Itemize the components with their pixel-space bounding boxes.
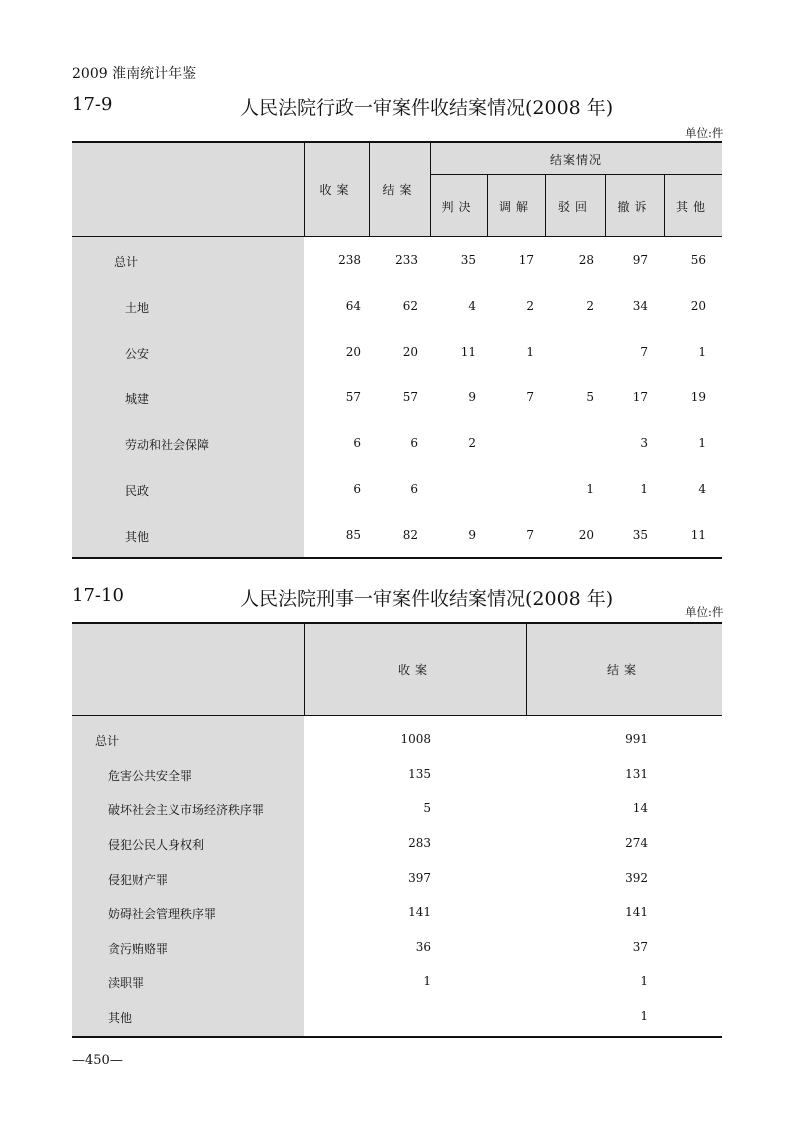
table-cell: 135 xyxy=(408,767,431,781)
table-cell: 62 xyxy=(402,299,418,313)
table-cell: 20 xyxy=(690,299,706,313)
table-cell: 5 xyxy=(586,390,594,404)
table-cell: 233 xyxy=(395,253,418,267)
group-rule xyxy=(430,174,722,175)
row-label: 其他 xyxy=(108,1011,133,1025)
table-cell: 1 xyxy=(586,482,594,496)
table-cell: 7 xyxy=(526,390,534,404)
table-cell: 2 xyxy=(526,299,534,313)
table-cell: 35 xyxy=(460,253,476,267)
column-header-other: 其他 xyxy=(675,200,710,214)
table-cell: 36 xyxy=(415,940,431,954)
table-cell: 9 xyxy=(468,390,476,404)
column-header-withdrawn: 撤诉 xyxy=(617,200,652,214)
top-rule xyxy=(72,622,722,624)
table-cell: 5 xyxy=(423,801,431,815)
table-cell: 6 xyxy=(353,436,361,450)
table-cell: 14 xyxy=(632,801,648,815)
page-number: —450— xyxy=(72,1053,123,1068)
label-column-shade xyxy=(72,716,304,1036)
row-label: 总计 xyxy=(114,255,139,269)
table-cell: 1 xyxy=(640,974,648,988)
column-header-judgment: 判决 xyxy=(441,200,476,214)
bottom-rule xyxy=(72,557,722,559)
row-label: 总计 xyxy=(95,734,120,748)
table-cell: 97 xyxy=(632,253,648,267)
row-label: 劳动和社会保障 xyxy=(125,438,210,452)
header-shade xyxy=(72,142,304,236)
table-cell: 1 xyxy=(526,345,534,359)
table-cell: 7 xyxy=(526,528,534,542)
table-number: 17-10 xyxy=(72,585,124,606)
unit-label: 单位:件 xyxy=(685,126,724,140)
table-title: 人民法院行政一审案件收结案情况(2008 年) xyxy=(240,97,614,119)
table-cell: 274 xyxy=(625,836,648,850)
row-label: 民政 xyxy=(125,484,150,498)
table-cell: 1 xyxy=(698,345,706,359)
table-cell: 17 xyxy=(518,253,534,267)
table-cell: 2 xyxy=(586,299,594,313)
table-cell: 28 xyxy=(578,253,594,267)
row-label: 侵犯财产罪 xyxy=(108,873,169,887)
header-shade xyxy=(72,623,304,715)
page-header: 2009 淮南统计年鉴 xyxy=(72,66,197,82)
table-cell: 397 xyxy=(408,871,431,885)
table-cell: 6 xyxy=(353,482,361,496)
column-header-received: 收案 xyxy=(319,183,354,197)
row-label: 贪污贿赂罪 xyxy=(108,942,169,956)
row-label: 破坏社会主义市场经济秩序罪 xyxy=(108,803,265,817)
table-cell: 1 xyxy=(640,482,648,496)
table-cell: 17 xyxy=(632,390,648,404)
table-cell: 20 xyxy=(402,345,418,359)
row-label: 妨碍社会管理秩序罪 xyxy=(108,907,217,921)
column-group-header: 结案情况 xyxy=(549,153,602,167)
table-cell: 34 xyxy=(632,299,648,313)
table-cell: 4 xyxy=(698,482,706,496)
top-rule xyxy=(72,141,722,143)
table-cell: 20 xyxy=(345,345,361,359)
table-cell: 4 xyxy=(468,299,476,313)
column-header-closed: 结案 xyxy=(606,663,641,677)
table-cell: 238 xyxy=(338,253,361,267)
table-cell: 19 xyxy=(690,390,706,404)
header-rule xyxy=(72,236,722,237)
table-cell: 6 xyxy=(410,482,418,496)
row-label: 渎职罪 xyxy=(108,976,145,990)
row-label: 其他 xyxy=(125,530,150,544)
table-cell: 9 xyxy=(468,528,476,542)
table-cell: 141 xyxy=(625,905,648,919)
row-label: 侵犯公民人身权利 xyxy=(108,838,205,852)
table-cell: 11 xyxy=(460,345,476,359)
column-header-received: 收案 xyxy=(397,663,432,677)
table-cell: 1008 xyxy=(400,732,431,746)
column-header-rejected: 驳回 xyxy=(557,200,592,214)
table-cell: 392 xyxy=(625,871,648,885)
table-cell: 57 xyxy=(402,390,418,404)
table-cell: 1 xyxy=(640,1009,648,1023)
bottom-rule xyxy=(72,1036,722,1038)
table-cell: 20 xyxy=(578,528,594,542)
table-cell: 82 xyxy=(402,528,418,542)
table-cell: 141 xyxy=(408,905,431,919)
row-label: 危害公共安全罪 xyxy=(108,769,193,783)
table-cell: 991 xyxy=(625,732,648,746)
table-cell: 1 xyxy=(698,436,706,450)
table-cell: 3 xyxy=(640,436,648,450)
column-header-closed: 结案 xyxy=(382,183,417,197)
table-number: 17-9 xyxy=(72,94,113,115)
table-cell: 64 xyxy=(345,299,361,313)
table-cell: 131 xyxy=(625,767,648,781)
table-cell: 11 xyxy=(690,528,706,542)
column-header-mediation: 调解 xyxy=(498,200,533,214)
table-cell: 85 xyxy=(345,528,361,542)
row-label: 公安 xyxy=(125,347,150,361)
table-cell: 37 xyxy=(632,940,648,954)
unit-label: 单位:件 xyxy=(685,605,724,619)
table-cell: 6 xyxy=(410,436,418,450)
row-label: 土地 xyxy=(125,301,150,315)
table-cell: 57 xyxy=(345,390,361,404)
row-label: 城建 xyxy=(125,392,150,406)
table-cell: 2 xyxy=(468,436,476,450)
table-title: 人民法院刑事一审案件收结案情况(2008 年) xyxy=(240,588,614,610)
table-cell: 1 xyxy=(423,974,431,988)
table-cell: 283 xyxy=(408,836,431,850)
header-rule xyxy=(72,715,722,716)
label-column-shade xyxy=(72,237,304,557)
table-cell: 56 xyxy=(690,253,706,267)
table-cell: 7 xyxy=(640,345,648,359)
table-cell: 35 xyxy=(632,528,648,542)
